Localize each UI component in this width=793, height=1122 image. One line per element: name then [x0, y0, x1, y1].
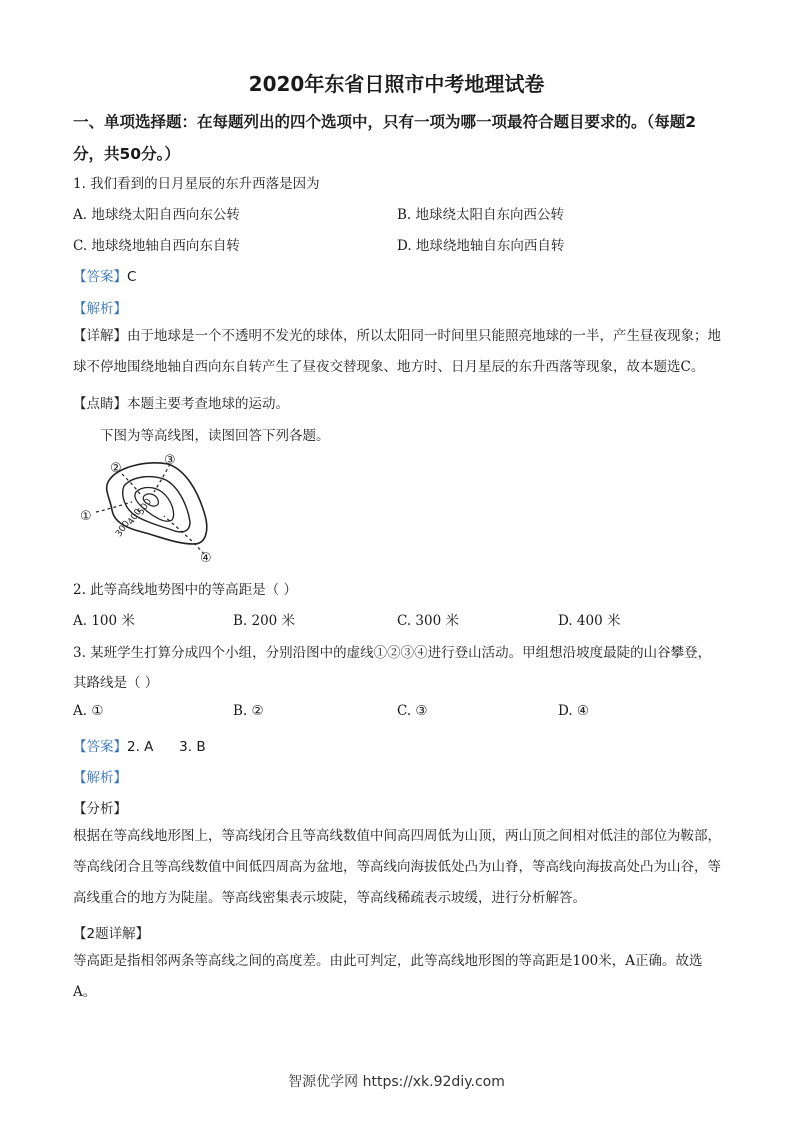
q3-option-a: A. ① — [73, 703, 104, 719]
q2-stem: 2. 此等高线地势图中的等高距是（ ） — [73, 582, 297, 598]
route-4-dashed — [164, 516, 204, 554]
q3-stem-line-2: 其路线是（ ） — [73, 675, 159, 691]
contour-map-figure — [76, 452, 226, 567]
detail-tag: 【详解】 — [73, 328, 127, 344]
q1-stem: 1. 我们看到的日月星辰的东升西落是因为 — [73, 176, 320, 192]
answer-values-2-3: 2. A 3. B — [127, 739, 206, 755]
q3-stem-line-1: 3. 某班学生打算分成四个小组，分别沿图中的虚线①②③④进行登山活动。甲组想沿坡度最陡的山谷攀登， — [73, 645, 712, 661]
elevation-label-300: 300 — [114, 519, 133, 539]
q1-option-a: A. 地球绕太阳自西向东公转 — [73, 207, 240, 223]
answers-2-3 — [73, 735, 206, 755]
q2-option-c: C. 300 米 — [397, 613, 459, 629]
q2-detail-tag-line — [73, 922, 149, 942]
q2-option-d: D. 400 米 — [558, 613, 621, 629]
q1-option-b: B. 地球绕太阳自东向西公转 — [397, 207, 565, 223]
route-marker-1: ① — [80, 509, 92, 524]
detail-text: 由于地球是一个不透明不发光的球体，所以太阳同一时间里只能照亮地球的一半，产生昼夜现象；地球不停地围绕地轴自西向东自转产生了昼夜交替现象、地方时、日月星辰的东升西落等现象，故本题选C。 — [73, 328, 721, 375]
q1-option-c: C. 地球绕地轴自西向东自转 — [73, 238, 240, 254]
route-marker-4: ④ — [200, 551, 212, 566]
q3-option-d: D. ④ — [558, 703, 590, 719]
route-marker-3: ③ — [164, 453, 176, 468]
q2-detail-tag: 【2题详解】 — [73, 926, 150, 942]
fenxi-tag: 【分析】 — [73, 801, 127, 817]
q1-analysis-tag — [73, 297, 127, 317]
page-footer: 智源优学网 https://xk.92diy.com — [288, 1074, 505, 1090]
q3-option-c: C. ③ — [397, 703, 428, 719]
comment-text: 本题主要考查地球的运动。 — [127, 396, 289, 412]
section-heading: 一、单项选择题：在每题列出的四个选项中，只有一项为哪一项最符合题目要求的。（每题2分，共50分。） — [73, 113, 697, 163]
q2-detail-text: 等高距是指相邻两条等高线之间的高度差。由此可判定，此等高线地形图的等高距是100米，A正确。故选A。 — [73, 953, 703, 1000]
fenxi-tag-line — [73, 797, 127, 817]
q2-option-a: A. 100 米 — [73, 613, 135, 629]
elevation-label-500: 500 — [136, 497, 155, 517]
page-title: 2020年东省日照市中考地理试卷 — [248, 72, 545, 96]
answer-tag-2-3: 【答案】 — [73, 739, 127, 755]
q3-option-b: B. ② — [233, 703, 264, 719]
analysis-tag-2-3 — [73, 766, 127, 786]
route-marker-2: ② — [110, 461, 122, 476]
map-intro: 下图为等高线图，读图回答下列各题。 — [100, 428, 330, 444]
q2-option-b: B. 200 米 — [233, 613, 296, 629]
q1-answer — [73, 265, 136, 285]
fenxi-text: 根据在等高线地形图上，等高线闭合且等高线数值中间高四周低为山顶，两山顶之间相对低洼的部位为鞍部，等高线闭合且等高线数值中间低四周高为盆地，等高线向海拔低处凸为山脊，等高线向海拔高处凸为山谷，等高线重合的地方为陡崖。等高线密集表示坡陡，等高线稀疏表示坡缓，进行分析解答。 — [73, 828, 721, 906]
answer-value: C — [127, 269, 137, 285]
analysis-tag: 【解析】 — [73, 770, 127, 786]
q1-option-d: D. 地球绕地轴自东向西自转 — [397, 238, 565, 254]
q1-detail — [73, 321, 723, 383]
analysis-tag: 【解析】 — [73, 301, 127, 317]
comment-tag: 【点睛】 — [73, 396, 127, 412]
q1-comment — [73, 392, 289, 412]
elevation-label-400: 400 — [126, 507, 145, 527]
answer-tag: 【答案】 — [73, 269, 127, 285]
